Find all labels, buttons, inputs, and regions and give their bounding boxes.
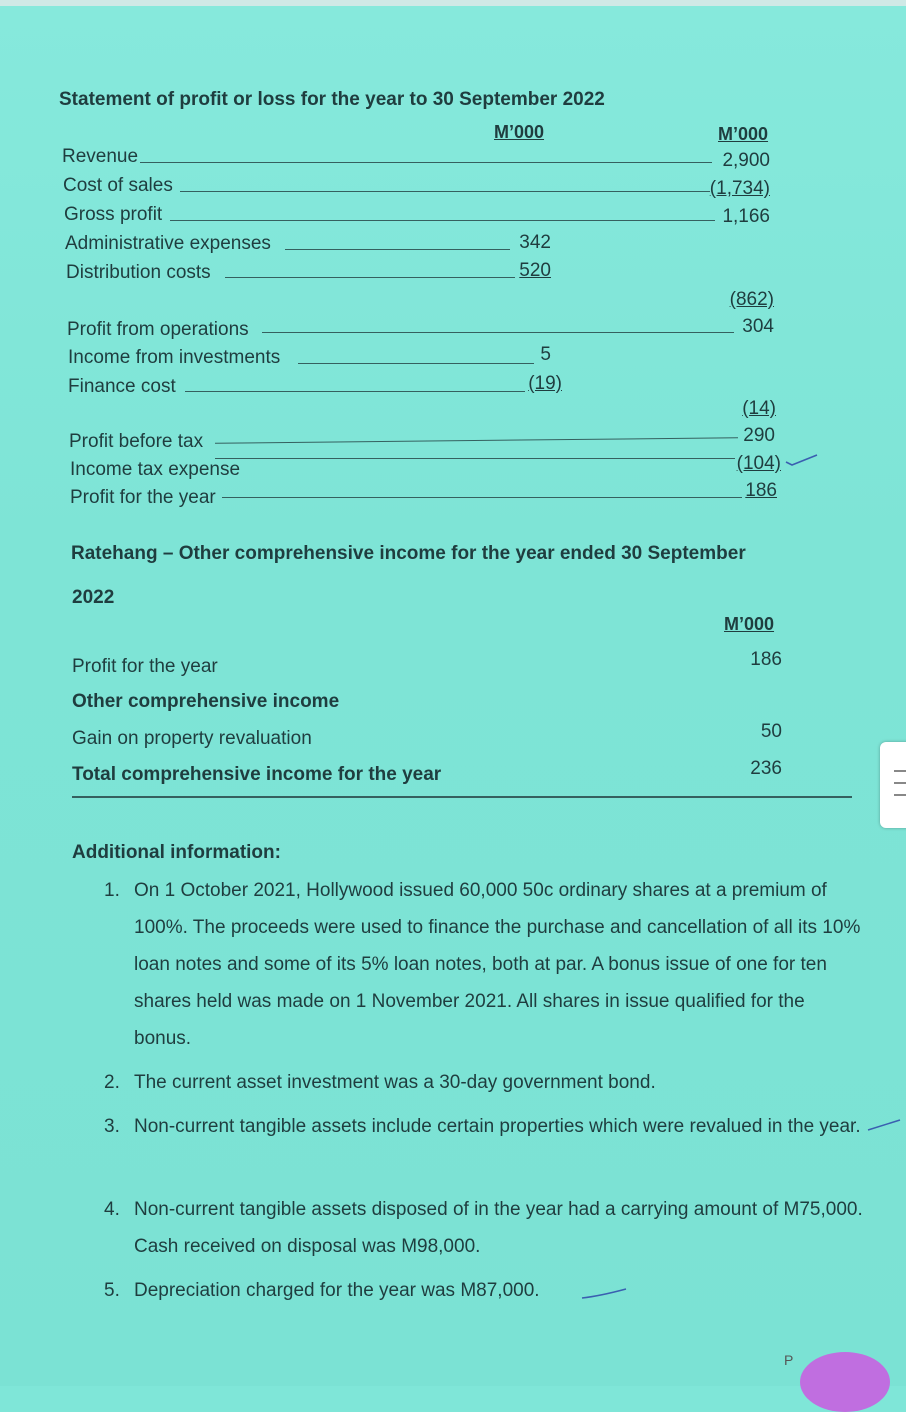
leader-line (298, 363, 534, 364)
profit-before-tax-value: 290 (743, 425, 775, 446)
checkmark-icon (784, 452, 820, 470)
list-item-text: Non-current tangible assets disposed of in the year had a carrying amount of M75,000. Cash received on disposal was M98,000. (134, 1199, 863, 1257)
list-item-text: The current asset investment was a 30-day government bond. (134, 1072, 656, 1093)
leader-line (262, 332, 734, 333)
revenue-value: 2,900 (722, 150, 770, 171)
list-item-text: On 1 October 2021, Hollywood issued 60,000 50c ordinary shares at a premium of 100%. The proceeds were used to finance the purchase and cancellation of all its 10% loan notes and some of its 5% loan notes, both at par. A bonus issue of one for ten shares held was made on 1 November 2021. All shares in issue qualified for the bonus. (134, 880, 861, 1049)
additional-info-heading: Additional information: (72, 842, 281, 863)
profit-before-tax-label: Profit before tax (69, 431, 204, 452)
page-label: P (784, 1352, 794, 1368)
leader-line (285, 249, 510, 250)
income-tax-value: (104) (736, 453, 781, 474)
total-ci-label: Total comprehensive income for the year (72, 764, 442, 785)
sopl-col1-header: M’000 (494, 122, 545, 142)
sopl-col2-header: M’000 (718, 124, 769, 144)
list-item-text: Non-current tangible assets include certain properties which were revalued in the year. (134, 1116, 861, 1137)
leader-line (180, 191, 710, 192)
oci-heading: Other comprehensive income (72, 691, 340, 712)
sopl-title: Statement of profit or loss for the year to 30 September 2022 (59, 89, 605, 110)
leader-line (140, 162, 712, 163)
list-number: 4. (104, 1199, 120, 1220)
admin-expenses-label: Administrative expenses (65, 233, 271, 254)
oci-profit-label: Profit for the year (72, 656, 218, 677)
top-edge (0, 0, 906, 6)
distribution-costs-label: Distribution costs (66, 262, 211, 283)
leader-line (170, 220, 715, 221)
distribution-costs-value: 520 (519, 260, 551, 281)
operating-expenses-subtotal: (862) (729, 289, 774, 310)
pen-mark-icon (580, 1286, 630, 1302)
list-item-text: Depreciation charged for the year was M87,000. (134, 1280, 540, 1301)
income-from-investments-value: 5 (540, 344, 551, 365)
leader-line (215, 437, 738, 443)
section-divider (72, 796, 852, 798)
net-finance-subtotal: (14) (742, 398, 776, 419)
side-panel-handle[interactable] (880, 742, 906, 828)
profit-from-operations-label: Profit from operations (67, 319, 249, 340)
leader-line (225, 277, 515, 278)
cost-of-sales-label: Cost of sales (63, 175, 173, 196)
profit-for-year-label: Profit for the year (70, 487, 216, 508)
leader-line (185, 391, 525, 392)
list-number: 3. (104, 1116, 120, 1137)
revaluation-gain-label: Gain on property revaluation (72, 728, 312, 749)
list-number: 5. (104, 1280, 120, 1301)
admin-expenses-value: 342 (519, 232, 551, 253)
oci-title: Ratehang – Other comprehensive income for the year ended 30 September (71, 543, 746, 564)
list-number: 1. (104, 880, 120, 901)
leader-line (222, 497, 742, 498)
floating-overlay-button[interactable] (800, 1352, 890, 1412)
oci-col-header: M’000 (724, 614, 775, 634)
cost-of-sales-value: (1,734) (709, 178, 770, 199)
income-tax-label: Income tax expense (70, 459, 241, 480)
oci-profit-value: 186 (750, 649, 782, 670)
leader-line (215, 458, 735, 459)
total-ci-value: 236 (750, 758, 782, 779)
gross-profit-value: 1,166 (722, 206, 770, 227)
list-number: 2. (104, 1072, 120, 1093)
profit-for-year-value: 186 (745, 480, 777, 501)
oci-title-year: 2022 (72, 587, 115, 608)
revaluation-gain-value: 50 (760, 721, 782, 742)
gross-profit-label: Gross profit (64, 204, 163, 225)
revenue-label: Revenue (62, 146, 139, 167)
income-from-investments-label: Income from investments (68, 347, 281, 368)
pen-mark-icon (866, 1118, 902, 1134)
finance-cost-label: Finance cost (68, 376, 176, 397)
profit-from-operations-value: 304 (742, 316, 774, 337)
finance-cost-value: (19) (528, 373, 562, 394)
